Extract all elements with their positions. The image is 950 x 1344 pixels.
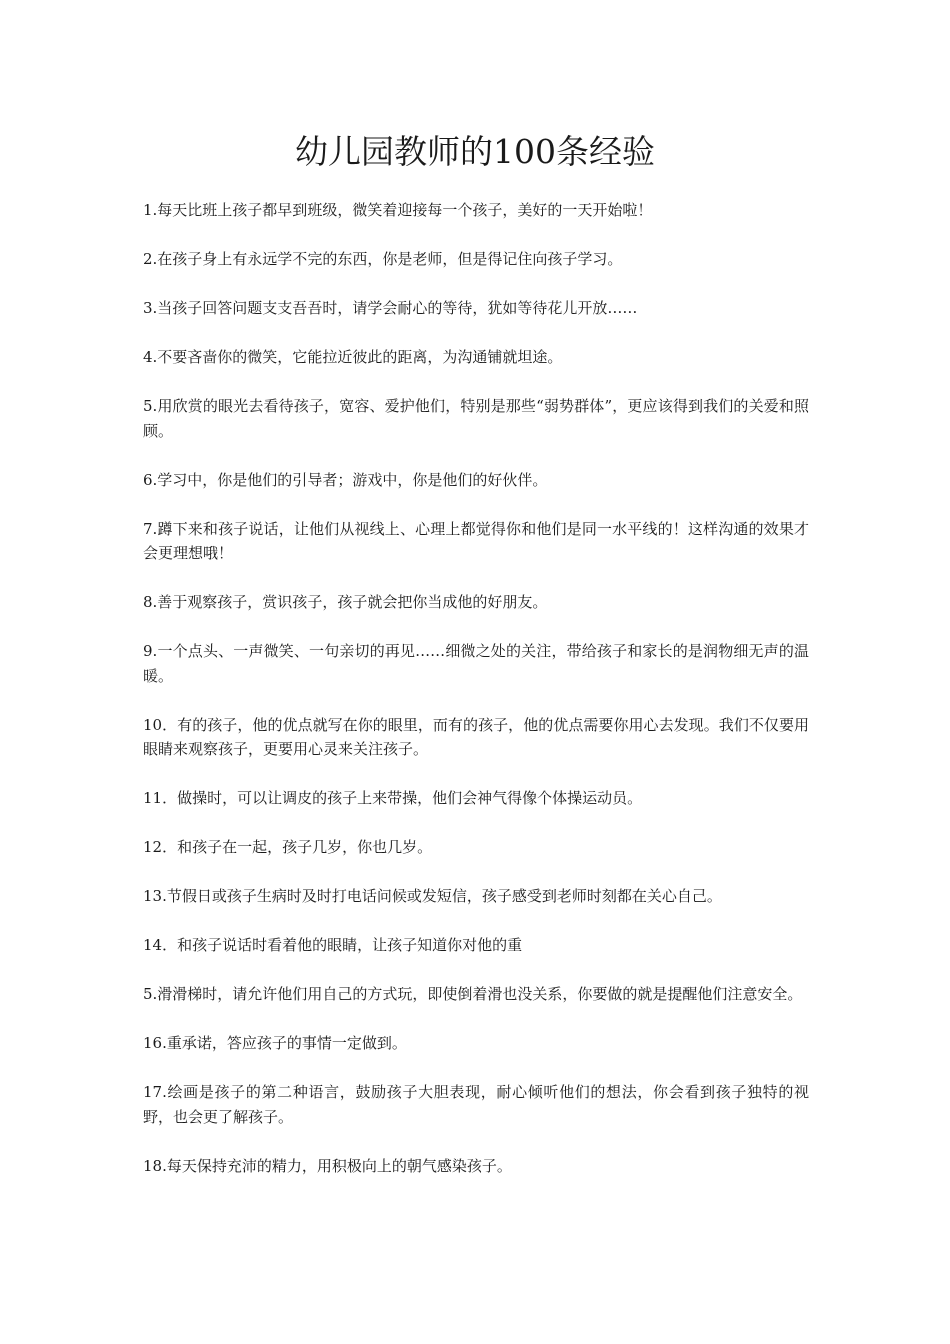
list-item: 4.不要吝啬你的微笑，它能拉近彼此的距离，为沟通铺就坦途。 (143, 348, 563, 366)
list-item: 7.蹲下来和孩子说话，让他们从视线上、心理上都觉得你和他们是同一水平线的！这样沟通的效果才会更理想哦！ (143, 519, 809, 562)
list-item: 5.用欣赏的眼光去看待孩子，宽容、爱护他们，特别是那些“弱势群体”，更应该得到我们的关爱和照顾。 (143, 397, 809, 440)
document-body (143, 198, 809, 1203)
list-item: 12．和孩子在一起，孩子几岁，你也几岁。 (143, 838, 433, 856)
list-item: 11．做操时，可以让调皮的孩子上来带操，他们会神气得像个体操运动员。 (143, 789, 643, 807)
list-item: 2.在孩子身上有永远学不完的东西，你是老师，但是得记住向孩子学习。 (143, 250, 623, 268)
list-item: 3.当孩子回答问题支支吾吾时，请学会耐心的等待，犹如等待花儿开放…… (143, 299, 638, 317)
list-item: 16.重承诺，答应孩子的事情一定做到。 (143, 1034, 407, 1052)
list-item: 1.每天比班上孩子都早到班级，微笑着迎接每一个孩子，美好的一天开始啦！ (143, 201, 653, 219)
list-item: 6.学习中，你是他们的引导者；游戏中，你是他们的好伙伴。 (143, 470, 548, 489)
document-title: 幼儿园教师的100条经验 (295, 132, 655, 171)
list-item: 5.滑滑梯时，请允许他们用自己的方式玩，即使倒着滑也没关系，你要做的就是提醒他们注意安全。 (143, 985, 803, 1003)
list-item: 14．和孩子说话时看着他的眼睛，让孩子知道你对他的重 (143, 936, 523, 954)
list-item: 18.每天保持充沛的精力，用积极向上的朝气感染孩子。 (143, 1156, 512, 1175)
list-item: 10．有的孩子，他的优点就写在你的眼里，而有的孩子，他的优点需要你用心去发现。我们不仅要用眼睛来观察孩子，更要用心灵来关注孩子。 (143, 715, 809, 758)
list-item: 13.节假日或孩子生病时及时打电话问候或发短信，孩子感受到老师时刻都在关心自己。 (143, 887, 722, 905)
list-item: 8.善于观察孩子，赏识孩子，孩子就会把你当成他的好朋友。 (143, 593, 548, 611)
list-item: 17.绘画是孩子的第二种语言，鼓励孩子大胆表现，耐心倾听他们的想法，你会看到孩子独特的视野，也会更了解孩子。 (143, 1083, 809, 1126)
list-item: 9.一个点头、一声微笑、一句亲切的再见……细微之处的关注，带给孩子和家长的是润物细无声的温暖。 (143, 642, 809, 685)
